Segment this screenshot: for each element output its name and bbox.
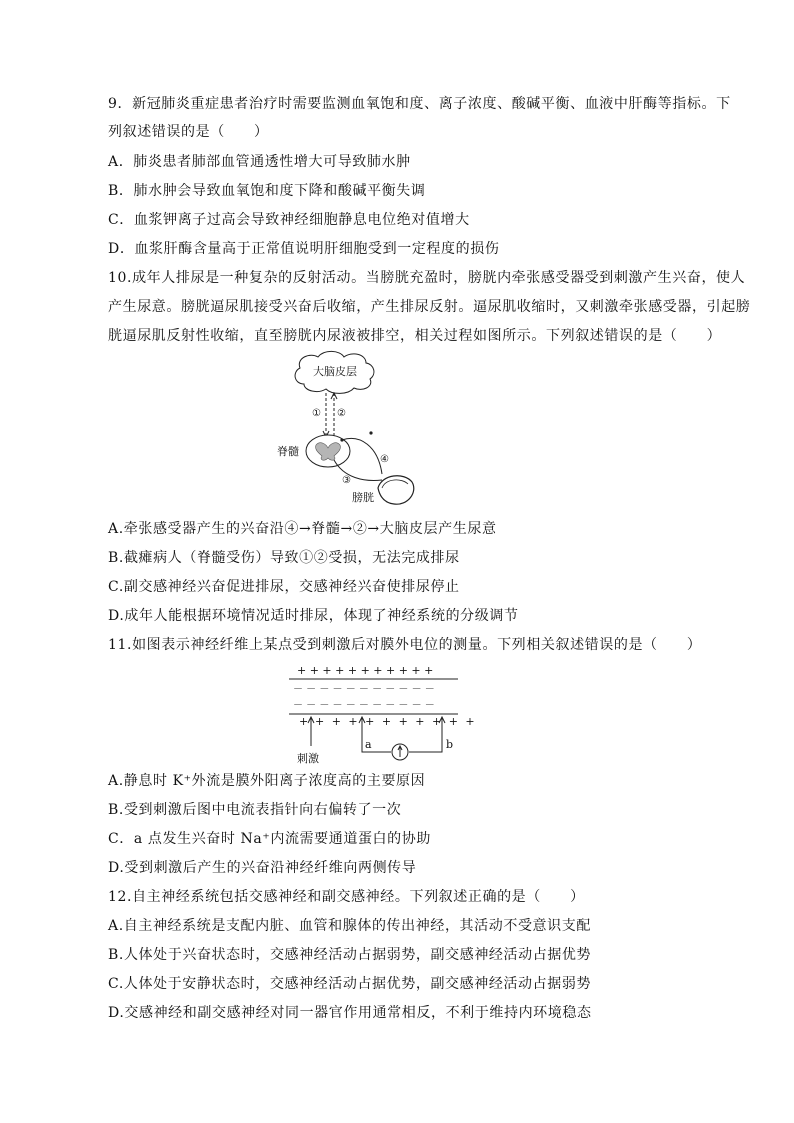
q11-option-a: A.静息时 K⁺外流是膜外阳离子浓度高的主要原因 [108, 773, 426, 789]
point-a-label: a [365, 738, 372, 751]
bladder-label: 膀胱 [352, 491, 374, 504]
q12-option-c: C.人体处于安静状态时，交感神经活动占据优势，副交感神经活动占据弱势 [108, 976, 592, 992]
q9-option-c: C．血浆钾离子过高会导致神经细胞静息电位绝对值增大 [108, 212, 470, 228]
q9-stem-line-1: 9．新冠肺炎重症患者治疗时需要监测血氧饱和度、离子浓度、酸碱平衡、血液中肝酶等指标。下 [108, 96, 731, 112]
q10-option-c: C.副交感神经兴奋促进排尿，交感神经兴奋使排尿停止 [108, 579, 460, 595]
q10-option-a: A.牵张感受器产生的兴奋沿④→脊髓→②→大脑皮层产生尿意 [108, 521, 497, 537]
plus-row-bottom-2: + + + + + + + + + + [315, 715, 477, 728]
marker-4: ④ [380, 454, 389, 465]
stimulus-label: 刺激 [297, 752, 319, 765]
q11-option-d: D.受到刺激后产生的兴奋沿神经纤维向两侧传导 [108, 860, 417, 876]
q12-option-d: D.交感神经和副交感神经对同一器官作用通常相反，不利于维持内环境稳态 [108, 1005, 592, 1021]
q9-option-d: D．血浆肝酶含量高于正常值说明肝细胞受到一定程度的损伤 [108, 241, 500, 257]
q10-option-d: D.成年人能根据环境情况适时排尿，体现了神经系统的分级调节 [108, 608, 519, 624]
q9-option-a: A．肺炎患者肺部血管通透性增大可导致肺水肿 [108, 154, 411, 170]
q10-stem-line-1: 10.成年人排尿是一种复杂的反射活动。当膀胱充盈时，膀胱内牵张感受器受到刺激产生兴奋，使人 [108, 270, 746, 286]
membrane-top-plus-row: + + + + + + + + + + + [297, 664, 434, 677]
q12-option-a: A.自主神经系统是支配内脏、血管和腺体的传出神经，其活动不受意识支配 [108, 918, 591, 934]
q9-option-b: B．肺水肿会导致血氧饱和度下降和酸碱平衡失调 [108, 183, 426, 199]
cortex-label: 大脑皮层 [313, 365, 357, 378]
q11-option-b: B.受到刺激后图中电流表指针向右偏转了一次 [108, 802, 402, 818]
q11-option-c: C．a 点发生兴奋时 Na⁺内流需要通道蛋白的协助 [108, 831, 431, 847]
nerve-fiber-diagram [285, 658, 477, 766]
q12-option-b: B.人体处于兴奋状态时，交感神经活动占据弱势，副交感神经活动占据优势 [108, 947, 592, 963]
q11-stem-line-1: 11.如图表示神经纤维上某点受到刺激后对膜外电位的测量。下列相关叙述错误的是（ ） [108, 637, 702, 653]
q10-stem-line-2: 产生尿意。膀胱逼尿肌接受兴奋后收缩，产生排尿反射。逼尿肌收缩时，又刺激牵张感受器，引起膀 [108, 299, 751, 315]
marker-1: ① [312, 408, 321, 419]
q10-stem-line-3: 胱逼尿肌反射性收缩，直至膀胱内尿液被排空，相关过程如图所示。下列叙述错误的是（ ） [108, 328, 722, 344]
point-b-label: b [446, 738, 454, 751]
q10-option-b: B.截瘫病人（脊髓受伤）导致①②受损，无法完成排尿 [108, 550, 460, 566]
plus-row-bottom: + [299, 715, 309, 728]
marker-3: ③ [342, 475, 351, 486]
urination-reflex-diagram [277, 350, 432, 510]
spinal-cord-label: 脊髓 [277, 445, 299, 458]
q9-stem-line-2: 列叙述错误的是（ ） [108, 124, 269, 140]
minus-row-2: － － － － － － － － － － － [293, 700, 435, 711]
q12-stem-line-1: 12.自主神经系统包括交感神经和副交感神经。下列叙述正确的是（ ） [108, 889, 585, 905]
minus-row-1: － － － － － － － － － － － [293, 684, 435, 695]
marker-2: ② [337, 408, 346, 419]
